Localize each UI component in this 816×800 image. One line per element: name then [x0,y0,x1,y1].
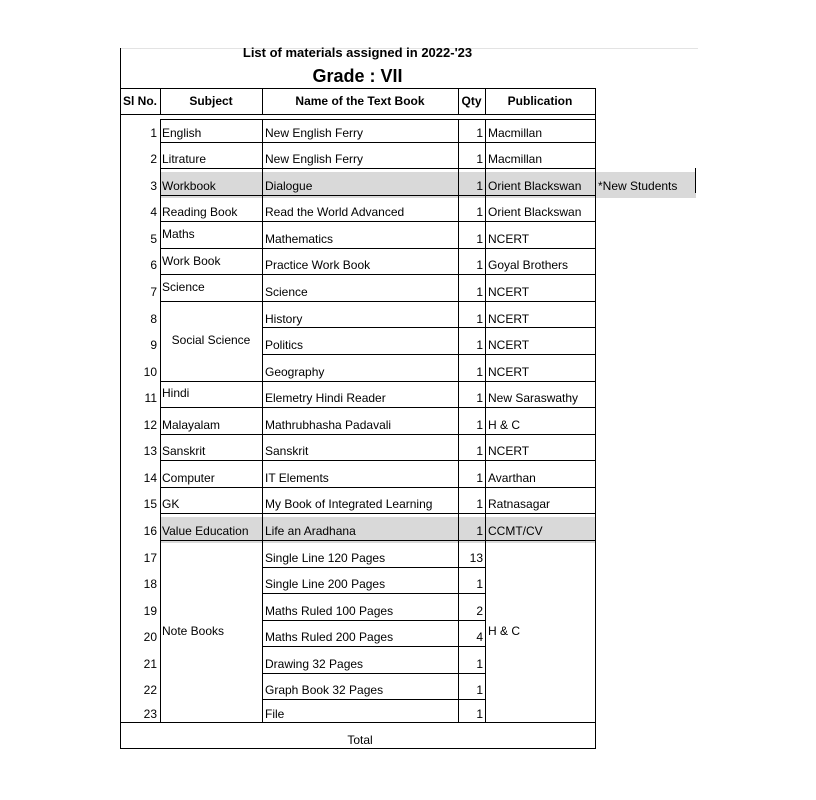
book-cell: Science [265,285,308,299]
col-line-subject [262,119,263,722]
qty-cell: 1 [476,126,483,140]
publication-cell: CCMT/CV [488,524,543,538]
header-col-line [160,88,161,114]
subject-cell: Sanskrit [162,444,206,458]
book-cell: New English Ferry [265,152,364,166]
subject-cell: Maths [162,227,195,241]
publication-cell: Avarthan [488,471,536,485]
book-cell: Life an Aradhana [265,524,356,538]
qty-cell: 1 [476,205,483,219]
sl-no-cell: 13 [143,444,157,458]
book-cell: Read the World Advanced [265,205,405,219]
book-cell: Drawing 32 Pages [265,657,364,671]
row-line [160,381,596,382]
row-line [160,407,596,408]
sl-no-cell: 10 [143,365,157,379]
header-col-line [458,88,459,114]
header-publication: Publication [507,94,573,108]
qty-cell: 1 [476,232,483,246]
sl-no-cell: 4 [150,205,157,219]
header-bottom-line [120,114,596,115]
header-book: Name of the Text Book [295,94,425,108]
book-cell: Politics [265,338,304,352]
qty-cell: 2 [476,604,483,618]
book-cell: IT Elements [265,471,329,485]
subject-cell: English [162,126,202,140]
sl-no-cell: 20 [143,630,157,644]
subject-cell: GK [162,497,180,511]
subject-cell: Workbook [162,179,216,193]
qty-cell: 13 [469,551,483,565]
subject-cell: Malayalam [162,418,221,432]
note-cell-right-line [695,168,696,193]
qty-cell: 1 [476,418,483,432]
qty-cell: 1 [476,683,483,697]
row-line [160,248,596,249]
sl-no-cell: 5 [150,232,157,246]
sl-no-cell: 19 [143,604,157,618]
qty-cell: 1 [476,365,483,379]
row-line [262,593,486,594]
row-line [160,168,596,169]
sl-no-cell: 12 [143,418,157,432]
header-subject: Subject [189,94,233,108]
sl-no-cell: 11 [144,391,157,405]
publication-cell: Goyal Brothers [488,258,569,272]
qty-cell: 4 [476,630,483,644]
qty-cell: 1 [476,444,483,458]
table-border-left [120,48,121,749]
book-cell: Single Line 120 Pages [265,551,386,565]
book-cell: Elemetry Hindi Reader [265,391,386,405]
row-line [262,646,486,647]
sl-no-cell: 2 [150,152,157,166]
subject-cell: Reading Book [162,205,238,219]
book-cell: Maths Ruled 200 Pages [265,630,394,644]
row-line [160,195,596,196]
qty-cell: 1 [476,179,483,193]
book-cell: Geography [265,365,325,379]
qty-cell: 1 [476,707,483,721]
header-col-line [485,88,486,114]
sl-no-cell: 22 [143,683,157,697]
notebooks-publication-cell: H & C [488,624,521,638]
row-line [262,354,596,355]
publication-cell: NCERT [488,365,530,379]
publication-cell: Ratnasagar [488,497,551,511]
publication-cell: NCERT [488,338,530,352]
grade-title: Grade : VII [312,66,403,86]
publication-cell: NCERT [488,285,530,299]
row-line [160,221,596,222]
header-qty: Qty [461,94,482,108]
header-top-line [120,88,596,89]
publication-cell: Orient Blackswan [488,179,582,193]
sl-no-cell: 1 [150,126,157,140]
col-line-sl [160,119,161,722]
sl-no-cell: 6 [150,258,157,272]
qty-cell: 1 [476,285,483,299]
sl-no-cell: 17 [143,551,157,565]
sl-no-cell: 21 [143,657,157,671]
publication-cell: NCERT [488,312,530,326]
col-line-book [458,119,459,722]
qty-cell: 1 [476,338,483,352]
book-cell: Dialogue [265,179,313,193]
book-cell: New English Ferry [265,126,364,140]
subject-cell: Hindi [162,386,190,400]
qty-cell: 1 [476,152,483,166]
book-cell: Graph Book 32 Pages [265,683,384,697]
publication-cell: NCERT [488,232,530,246]
row-line [262,699,486,700]
qty-cell: 1 [476,657,483,671]
publication-cell: NCERT [488,444,530,458]
row-line [262,673,486,674]
sl-no-cell: 23 [143,707,157,721]
new-students-note: *New Students [598,179,678,193]
sl-no-cell: 8 [150,312,157,326]
book-cell: Mathrubhasha Padavali [265,418,392,432]
subject-cell: Work Book [162,254,221,268]
row-line [160,460,596,461]
row-line [160,142,596,143]
publication-cell: New Saraswathy [488,391,579,405]
qty-cell: 1 [476,524,483,538]
row-line [160,274,596,275]
qty-cell: 1 [476,497,483,511]
sl-no-cell: 18 [143,577,157,591]
qty-cell: 1 [476,312,483,326]
sl-no-cell: 7 [150,285,157,299]
book-cell: Practice Work Book [265,258,371,272]
subject-cell: Value Education [162,524,249,538]
subject-cell: Social Science [171,333,251,347]
row-line [160,540,596,541]
row-line [262,327,596,328]
qty-cell: 1 [476,471,483,485]
subject-cell: Litrature [162,152,207,166]
row-line [160,487,596,488]
sl-no-cell: 16 [143,524,157,538]
sl-no-cell: 15 [143,497,157,511]
row-line [120,722,596,723]
row-line [160,434,596,435]
sheet-heading: List of materials assigned in 2022-'23 [242,45,473,60]
row-line [160,513,596,514]
subject-cell: Computer [162,471,215,485]
bottom-line [120,748,596,749]
sl-no-cell: 3 [150,179,157,193]
qty-cell: 1 [476,258,483,272]
book-cell: Sanskrit [265,444,309,458]
sl-no-cell: 9 [150,338,157,352]
book-cell: Mathematics [265,232,334,246]
book-cell: Single Line 200 Pages [265,577,386,591]
book-cell: Maths Ruled 100 Pages [265,604,394,618]
row-line [262,567,486,568]
book-cell: History [265,312,303,326]
subject-cell: Science [162,280,205,294]
publication-cell: Macmillan [488,126,543,140]
subject-cell: Note Books [162,624,225,638]
sl-no-cell: 14 [143,471,157,485]
header-col-line [262,88,263,114]
header-sl-no: Sl No. [122,94,157,108]
publication-cell: Orient Blackswan [488,205,582,219]
row-line [160,119,596,120]
qty-cell: 1 [476,391,483,405]
qty-cell: 1 [476,577,483,591]
total-label: Total [347,733,373,747]
publication-cell: H & C [488,418,521,432]
row-line [262,620,486,621]
table-border-right [595,88,596,749]
book-cell: File [265,707,285,721]
publication-cell: Macmillan [488,152,543,166]
book-cell: My Book of Integrated Learning [265,497,433,511]
row-line [160,301,596,302]
col-line-qty [485,119,486,722]
